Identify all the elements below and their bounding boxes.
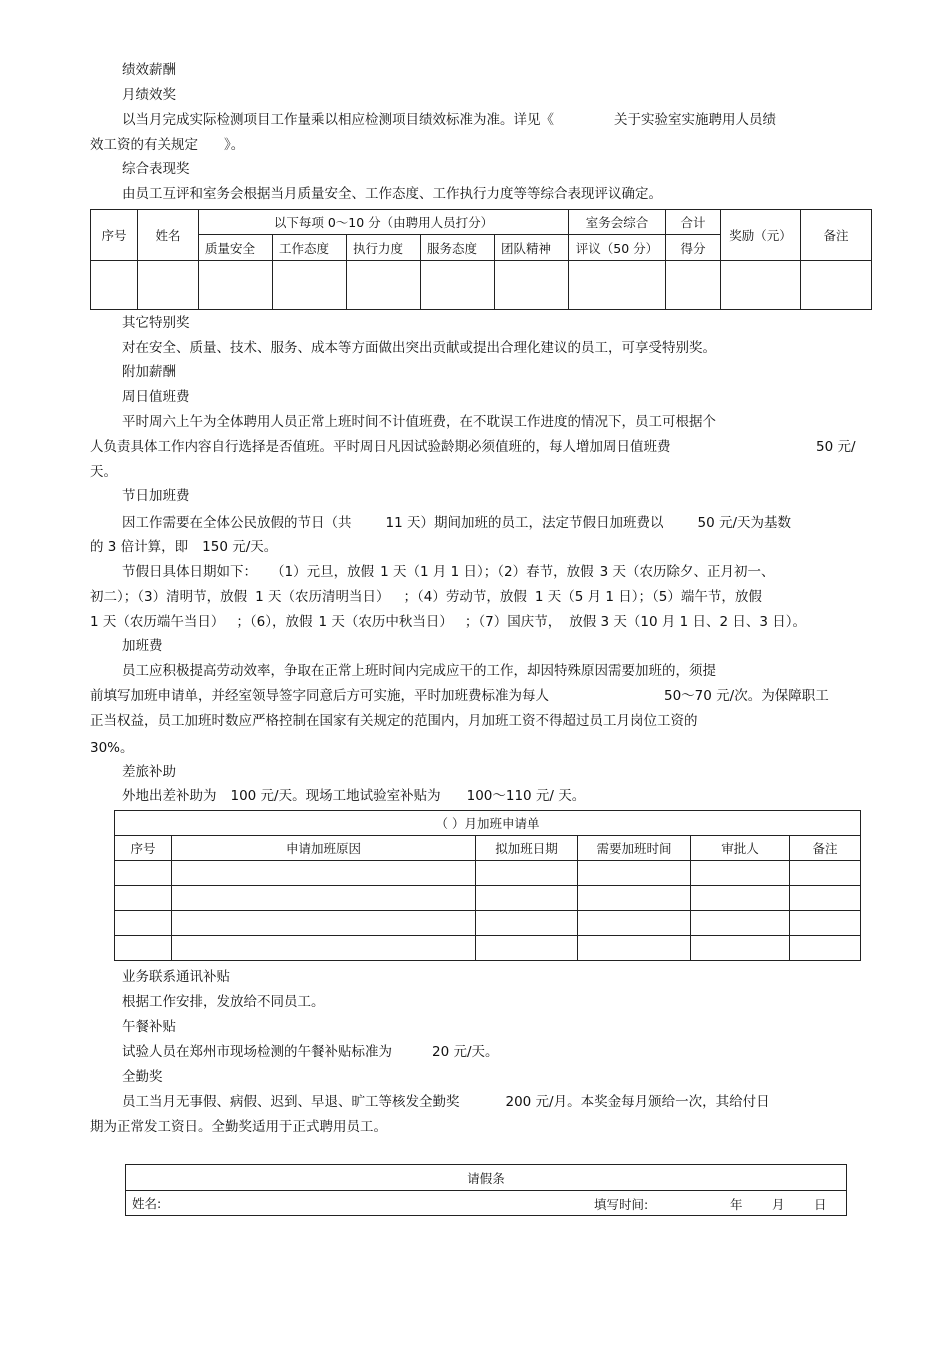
- text-segment: 100～110 元/ 天。: [466, 788, 586, 804]
- heading-lunch-allowance: 午餐补贴: [122, 1019, 176, 1035]
- text-segment: 1 天（农历中秋当日）: [318, 614, 453, 630]
- text-segment: 1 天（5 月 1 日）；（5）端午节，放假: [534, 589, 762, 605]
- table-cell[interactable]: [115, 936, 172, 961]
- heading-travel-allowance: 差旅补助: [122, 764, 176, 780]
- table-cell[interactable]: [172, 861, 476, 886]
- header-approver: 审批人: [691, 836, 790, 861]
- text-line: [122, 787, 585, 805]
- table-cell[interactable]: [421, 261, 495, 310]
- leave-slip-name-row[interactable]: [126, 1191, 847, 1216]
- text-segment: 试验人员在郑州市现场检测的午餐补贴标准为: [122, 1044, 392, 1060]
- header-required-hours: 需要加班时间: [578, 836, 691, 861]
- text-segment: 员工当月无事假、病假、迟到、早退、旷工等核发全勤奖: [122, 1094, 460, 1110]
- text-segment: 》。: [224, 137, 245, 153]
- text-line: 天。: [90, 464, 117, 480]
- text-line: 对在安全、质量、技术、服务、成本等方面做出突出贡献或提出合理化建议的员工，可享受特别奖。: [122, 340, 716, 356]
- leave-slip-title: 请假条: [126, 1165, 847, 1191]
- text-segment: 效工资的有关规定: [90, 137, 198, 153]
- header-council-2: 评议（50 分）: [569, 235, 666, 261]
- table-cell[interactable]: [172, 886, 476, 911]
- leave-slip-table: [125, 1164, 847, 1216]
- table-row: [115, 861, 861, 886]
- text-line: 员工应积极提高劳动效率，争取在正常上班时间内完成应干的工作，却因特殊原因需要加班的，须提: [122, 663, 716, 679]
- table-cell[interactable]: [115, 911, 172, 936]
- header-planned-date: 拟加班日期: [476, 836, 578, 861]
- table-cell[interactable]: [172, 911, 476, 936]
- leave-name-label: 姓名:: [132, 1196, 162, 1211]
- leave-day: 日: [814, 1197, 827, 1212]
- text-segment: 初二）；（3）清明节，放假: [90, 589, 248, 605]
- text-segment: 1 天（农历清明当日）: [255, 589, 390, 605]
- table-cell[interactable]: [172, 936, 476, 961]
- text-line: [122, 563, 775, 581]
- heading-performance-pay: 绩效薪酬: [122, 62, 176, 78]
- table-cell[interactable]: [476, 911, 578, 936]
- text-line: 正当权益，员工加班时数应严格控制在国家有关规定的范围内，月加班工资不得超过员工月岗位工资的: [90, 713, 698, 729]
- header-seq: 序号: [115, 836, 172, 861]
- heading-monthly-bonus: 月绩效奖: [122, 87, 176, 103]
- header-reason: 申请加班原因: [172, 836, 476, 861]
- text-segment: 外地出差补助为: [122, 788, 217, 804]
- table-cell[interactable]: [495, 261, 569, 310]
- text-line: 根据工作安排，发放给不同员工。: [122, 994, 325, 1010]
- header-total-2: 得分: [666, 235, 721, 261]
- text-segment: 20 元/天。: [432, 1044, 499, 1060]
- header-seq: 序号: [91, 210, 138, 261]
- header-teamwork: 团队精神: [495, 235, 569, 261]
- text-line: 期为正常发工资日。全勤奖适用于正式聘用员工。: [90, 1119, 387, 1135]
- text-line: 30%。: [90, 740, 134, 756]
- text-segment: 1 天（农历端午当日）: [90, 614, 225, 630]
- table-cell[interactable]: [476, 936, 578, 961]
- text-segment: 1 天（1 月 1 日）；（2）春节，放假: [380, 564, 594, 580]
- text-line: 由员工互评和室务会根据当月质量安全、工作态度、工作执行力度等等综合表现评议确定。: [122, 186, 662, 202]
- text-line: [122, 1093, 770, 1111]
- heading-overall-bonus: 综合表现奖: [122, 161, 190, 177]
- heading-sunday-duty: 周日值班费: [122, 389, 190, 405]
- text-segment: 关于实验室实施聘用人员绩: [614, 112, 776, 128]
- leave-time-label: 填写时间:: [594, 1197, 649, 1212]
- header-award: 奖励（元）: [721, 210, 801, 261]
- text-line: [90, 136, 244, 154]
- text-segment: ；（7）国庆节，: [464, 614, 562, 630]
- text-segment: 100 元/天。现场工地试验室补贴为: [230, 788, 441, 804]
- text-segment: 以当月完成实际检测项目工作量乘以相应检测项目绩效标准为准。详见《: [122, 112, 554, 128]
- table-row: [115, 911, 861, 936]
- table-cell[interactable]: [666, 261, 721, 310]
- table-row: [115, 936, 861, 961]
- table-cell[interactable]: [578, 861, 691, 886]
- header-quality-safety: 质量安全: [199, 235, 273, 261]
- text-segment: 50 元/: [816, 439, 856, 455]
- table-cell[interactable]: [790, 936, 861, 961]
- heading-extra-pay: 附加薪酬: [122, 364, 176, 380]
- table-cell[interactable]: [578, 886, 691, 911]
- text-line: [122, 514, 791, 532]
- table-row: [91, 261, 872, 310]
- table-cell[interactable]: [721, 261, 801, 310]
- table-cell[interactable]: [691, 911, 790, 936]
- text-segment: 节假日具体日期如下：: [122, 564, 257, 580]
- leave-year: 年: [730, 1197, 743, 1212]
- heading-communication-allowance: 业务联系通讯补贴: [122, 969, 230, 985]
- table-cell[interactable]: [115, 861, 172, 886]
- header-total-1: 合计: [666, 210, 721, 235]
- leave-month: 月: [772, 1197, 785, 1212]
- table-cell[interactable]: [138, 261, 199, 310]
- text-line: 前填写加班申请单，并经室领导签字同意后方可实施，平时加班费标准为每人: [90, 688, 549, 704]
- table-cell[interactable]: [569, 261, 666, 310]
- text-segment: ；（6），放假: [236, 614, 313, 630]
- text-segment: 200 元/月。本奖金每月颁给一次，其给付日: [505, 1094, 770, 1110]
- table-cell[interactable]: [476, 886, 578, 911]
- text-segment: 11 天）期间加班的员工，法定节假日加班费以: [385, 515, 664, 531]
- text-segment: （1）元旦，放假: [271, 564, 375, 580]
- text-segment: 3 天（农历除夕、正月初一、: [599, 564, 775, 580]
- text-line: [122, 111, 776, 129]
- header-work-attitude: 工作态度: [273, 235, 347, 261]
- table-cell[interactable]: [801, 261, 872, 310]
- heading-attendance-bonus: 全勤奖: [122, 1069, 163, 1085]
- table-cell[interactable]: [347, 261, 421, 310]
- text-line: 平时周六上午为全体聘用人员正常上班时间不计值班费，在不耽误工作进度的情况下，员工可根据个: [122, 414, 716, 430]
- table-cell[interactable]: [790, 861, 861, 886]
- table-cell[interactable]: [691, 936, 790, 961]
- text-segment: 的 3 倍计算，即: [90, 539, 189, 555]
- text-segment: 50～70 元/次。为保障职工: [664, 688, 829, 704]
- text-segment: 150 元/天。: [202, 539, 278, 555]
- header-council-1: 室务会综合: [569, 210, 666, 235]
- heading-special-bonus: 其它特别奖: [122, 315, 190, 331]
- table-cell[interactable]: [91, 261, 138, 310]
- text-segment: 因工作需要在全体公民放假的节日（共: [122, 515, 352, 531]
- heading-holiday-overtime: 节日加班费: [122, 488, 190, 504]
- table-cell[interactable]: [273, 261, 347, 310]
- overtime-application-table: [114, 810, 861, 961]
- text-line: [90, 588, 762, 606]
- table-cell[interactable]: [691, 861, 790, 886]
- table-cell[interactable]: [115, 886, 172, 911]
- table-cell[interactable]: [691, 886, 790, 911]
- header-service: 服务态度: [421, 235, 495, 261]
- text-segment: 50 元/天为基数: [697, 515, 792, 531]
- table-cell[interactable]: [790, 911, 861, 936]
- text-line: [90, 538, 277, 556]
- table-cell[interactable]: [199, 261, 273, 310]
- header-note: 备注: [801, 210, 872, 261]
- heading-overtime-pay: 加班费: [122, 638, 163, 654]
- header-execution: 执行力度: [347, 235, 421, 261]
- text-segment: ；（4）劳动节，放假: [403, 589, 527, 605]
- text-line: [90, 613, 806, 631]
- header-name: 姓名: [138, 210, 199, 261]
- header-note: 备注: [790, 836, 861, 861]
- text-line: 人负责具体工作内容自行选择是否值班。平时周日凡因试验龄期必须值班的，每人增加周日值班费: [90, 439, 671, 455]
- table-cell[interactable]: [790, 886, 861, 911]
- table-cell[interactable]: [476, 861, 578, 886]
- overtime-table-title: （ ）月加班申请单: [115, 811, 861, 836]
- table-cell[interactable]: [578, 936, 691, 961]
- score-table: [90, 209, 872, 310]
- text-segment: 放假 3 天（10 月 1 日、2 日、3 日）。: [569, 614, 807, 630]
- text-line: [122, 1043, 499, 1061]
- table-row: [115, 886, 861, 911]
- header-peer-score-group: 以下每项 0～10 分（由聘用人员打分）: [199, 210, 569, 235]
- table-cell[interactable]: [578, 911, 691, 936]
